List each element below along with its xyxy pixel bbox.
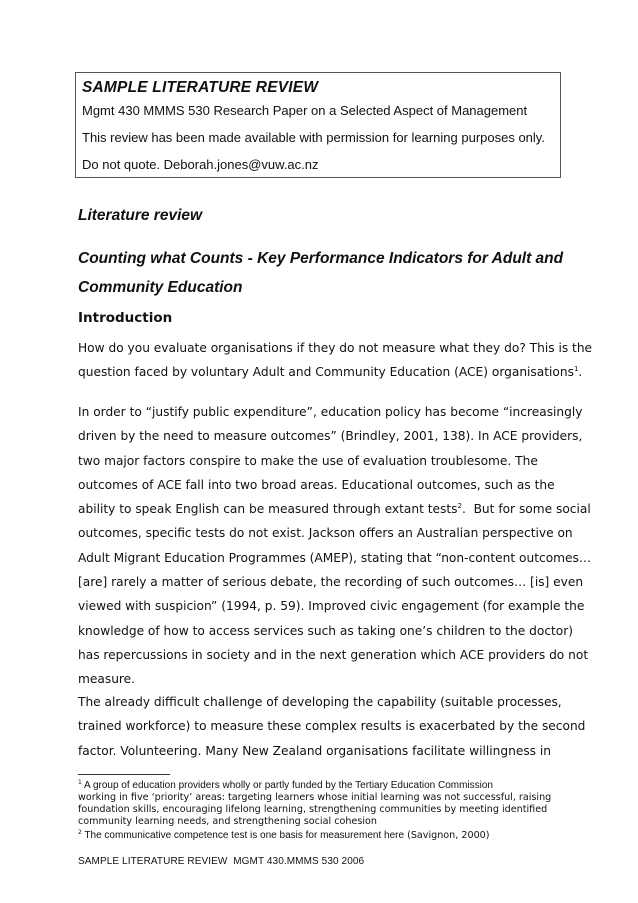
notice-permission-line: This review has been made available with permission for learning purposes only. (82, 130, 545, 145)
paragraph-2-line: measure. (78, 672, 136, 687)
page-footer: SAMPLE LITERATURE REVIEW MGMT 430.MMMS 530 2006 (78, 856, 365, 867)
footnote-2-marker: 2 (78, 828, 82, 836)
notice-box (75, 72, 561, 178)
paragraph-2-line: outcomes, specific tests do not exist. Jackson offers an Australian perspective on (78, 526, 573, 541)
paragraph-2-line: ability to speak English can be measured through extant tests$^2$. But for some social (78, 502, 591, 517)
notice-contact-line: Do not quote. Deborah.jones@vuw.ac.nz (82, 157, 319, 172)
paper-title-line-2: Community Education (78, 279, 243, 296)
footnote-ref-1[interactable]: 1 (573, 365, 579, 374)
paragraph-2-line: Adult Migrant Education Programmes (AMEP), stating that “non-content outcomes… (78, 550, 592, 565)
paragraph-2-line: knowledge of how to access services such as taking one’s children to the doctor) (78, 623, 574, 638)
footnote-ref-2[interactable]: 2 (457, 502, 462, 511)
paragraph-2-line: two major factors conspire to make the use of evaluation troublesome. The (78, 453, 538, 468)
footnote-1-line: working in five ‘priority’ areas: targeting learners whose initial learning was not successful, raising (78, 792, 552, 803)
paragraph-2-line: viewed with suspicion” (1994, p. 59). Improved civic engagement (for example the (78, 599, 585, 614)
footnote-1-line: community learning needs, and strengthening social cohesion (78, 816, 377, 827)
paragraph-3 (78, 690, 586, 763)
footnote-2 (78, 830, 568, 842)
footnote-1-marker: 1 (78, 778, 82, 786)
paragraph-1-line: question faced by voluntary Adult and Community Education (ACE) organisations$^1$. (78, 365, 583, 380)
intro-heading: Introduction (78, 310, 173, 326)
notice-title: SAMPLE LITERATURE REVIEW (82, 79, 319, 96)
paper-title-line-1: Counting what Counts - Key Performance Indicators for Adult and (78, 250, 564, 267)
paragraph-2-line: driven by the need to measure outcomes” (Brindley, 2001, 138). In ACE providers, (78, 429, 583, 444)
paragraph-2 (78, 400, 592, 692)
notice-course-line: Mgmt 430 MMMS 530 Research Paper on a Selected Aspect of Management (82, 103, 528, 118)
section-heading: Literature review (78, 207, 203, 224)
paragraph-1-line: How do you evaluate organisations if they do not measure what they do? This is the (78, 341, 593, 355)
paragraph-2-line: In order to “justify public expenditure”, education policy has become “increasingly (78, 405, 583, 419)
footnote-1-text: A group of education providers wholly or partly funded by the Tertiary Education Commission (81, 780, 493, 791)
footnote-1-line: foundation skills, encouraging lifelong learning, strengthening communities by meeting identified (78, 804, 548, 815)
paragraph-2-line: has repercussions in society and in the next generation which ACE providers do not (78, 647, 589, 662)
paragraph-3-line: factor. Volunteering. Many New Zealand organisations facilitate willingness in (78, 743, 552, 758)
paragraph-3-line: trained workforce) to measure these complex results is exacerbated by the second (78, 719, 586, 734)
footnote-2-text: The communicative competence test is one basis for measurement here (81, 830, 405, 841)
paragraph-2-line: outcomes of ACE fall into two broad areas. Educational outcomes, such as the (78, 477, 555, 492)
footnote-1 (78, 780, 568, 828)
paragraph-3-line: The already difficult challenge of developing the capability (suitable processes, (78, 695, 562, 709)
paragraph-2-line: [are] rarely a matter of serious debate, the recording of such outcomes… [is] even (78, 575, 584, 590)
footnote-separator (78, 774, 170, 775)
paper-title (78, 244, 578, 302)
footnote-2-citation: (Savignon, 2000) (404, 830, 490, 841)
paragraph-1 (78, 336, 593, 385)
